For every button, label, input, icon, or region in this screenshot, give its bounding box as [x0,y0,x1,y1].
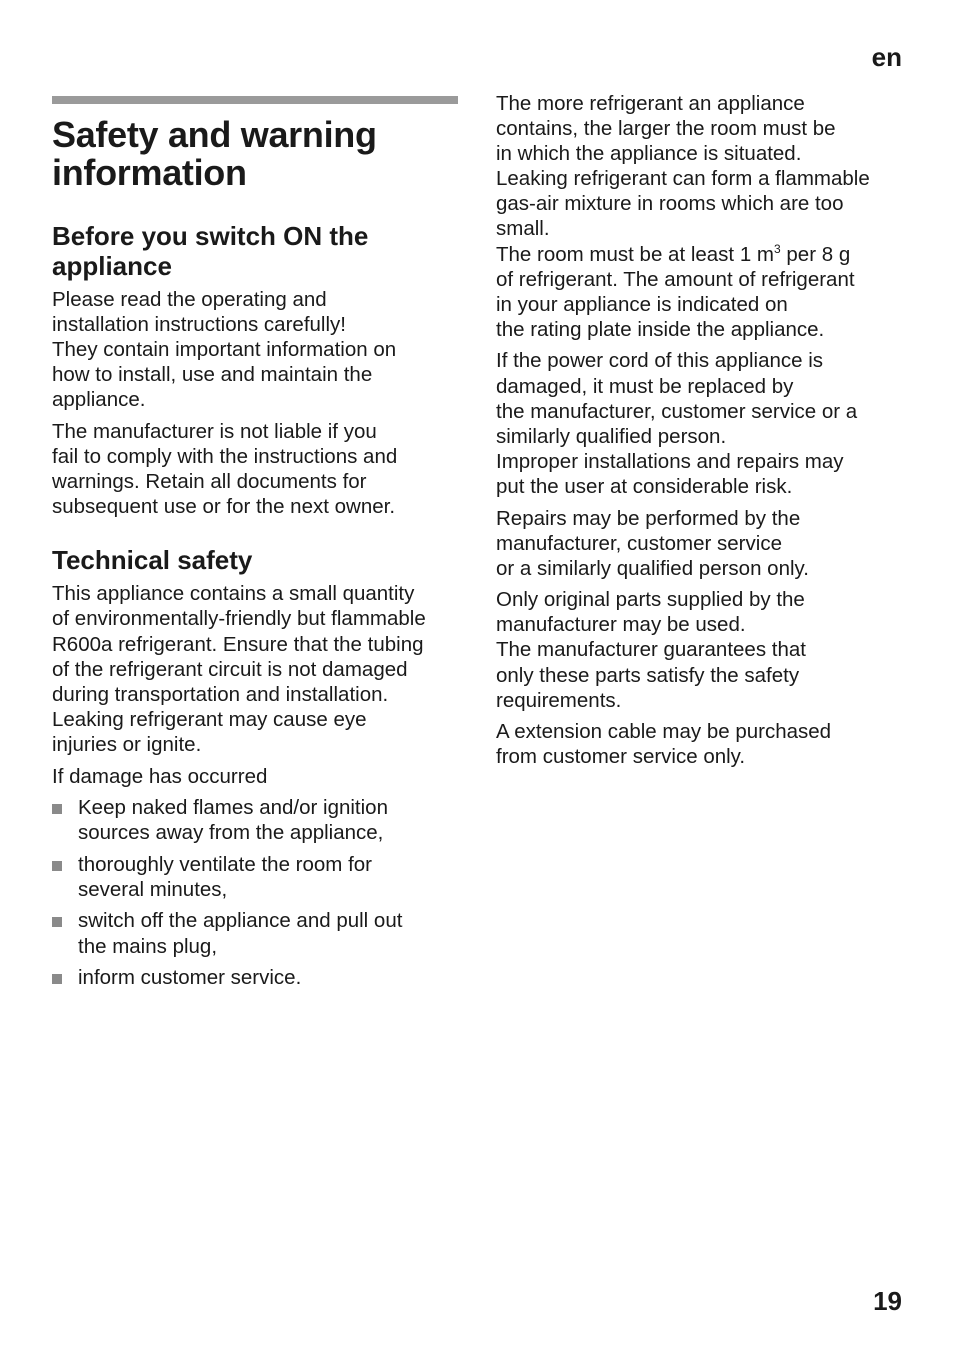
text-line: of refrigerant. The amount of refrigerant [496,267,855,291]
before-switch-on-heading [52,221,458,281]
list-item [52,965,458,990]
text-line: manufacturer may be used. [496,613,746,637]
text-line: gas-air mixture in rooms which are too [496,192,844,216]
before-paragraph-2 [52,419,458,519]
text-line: only these parts satisfy the safety [496,663,800,687]
left-column [52,96,458,997]
list-item [52,795,458,845]
text-line: damaged, it must be replaced by [496,374,794,398]
damage-steps-list [52,795,458,990]
text-line: of the refrigerant circuit is not damaged [52,657,408,681]
text-line: similarly qualified person. [496,424,727,448]
text-line: injuries or ignite. [52,732,202,756]
text-line: fail to comply with the instructions and [52,445,398,469]
text-line: manufacturer, customer service [496,531,782,555]
text-line: the rating plate inside the appliance. [496,317,825,341]
power-cord-paragraph [496,348,906,499]
page-number: 19 [873,1286,902,1316]
superscript: 3 [774,241,781,256]
text-line: Please read the operating and [52,288,327,311]
room-size-text: The room must be at least 1 m [496,242,775,266]
technical-safety-heading: Technical safety [52,545,253,576]
text-line: the mains plug, [78,934,218,958]
text-line: several minutes, [78,877,228,901]
language-code: en [871,42,902,72]
text-line: the manufacturer, customer service or a [496,399,858,423]
heading-line: appliance [52,251,172,281]
text-line: A extension cable may be purchased [496,720,832,744]
list-item [52,908,458,958]
text-line [496,242,906,267]
text-line: contains, the larger the room must be [496,117,836,141]
list-item [52,852,458,902]
text-line: small. [496,217,550,241]
square-bullet-icon [52,974,62,984]
text-line: thoroughly ventilate the room for [78,852,372,876]
text-line: put the user at considerable risk. [496,474,793,498]
text-line: from customer service only. [496,745,746,769]
text-line: The manufacturer is not liable if you [52,419,377,443]
text-line: They contain important information on [52,338,397,362]
text-line: R600a refrigerant. Ensure that the tubing [52,632,424,656]
text-line: If the power cord of this appliance is [496,349,824,373]
text-line: The manufacturer guarantees that [496,638,806,662]
page-title-line: information [52,152,247,193]
text-line: switch off the appliance and pull out [78,909,403,933]
square-bullet-icon [52,917,62,927]
square-bullet-icon [52,804,62,814]
text-line: or a similarly qualified person only. [496,556,809,580]
text-line: requirements. [496,688,622,712]
text-line: The more refrigerant an appliance [496,92,805,115]
repairs-paragraph [496,506,906,581]
heading-line: Before you switch ON the [52,221,369,251]
text-line: in which the appliance is situated. [496,142,802,166]
damage-intro: If damage has occurred [52,764,268,788]
right-column [496,91,906,769]
text-line: This appliance contains a small quantity [52,582,415,606]
section-rule [52,96,458,104]
text-line: Only original parts supplied by the [496,588,805,612]
text-line: Leaking refrigerant can form a flammable [496,167,870,191]
text-line: Leaking refrigerant may cause eye [52,707,367,731]
text-line: during transportation and installation. [52,682,389,706]
original-parts-paragraph [496,587,906,712]
room-size-text: per 8 g [780,242,851,266]
page-title [52,116,458,192]
text-line: how to install, use and maintain the [52,363,373,387]
text-line: warnings. Retain all documents for [52,470,367,494]
text-line: of environmentally-friendly but flammable [52,607,426,631]
text-line: Repairs may be performed by the [496,506,801,530]
text-line: Keep naked flames and/or ignition [78,796,388,820]
text-line: installation instructions carefully! [52,313,346,337]
square-bullet-icon [52,861,62,871]
technical-paragraph [52,581,458,757]
before-paragraph-1 [52,287,458,412]
text-line: appliance. [52,388,146,412]
text-line: Improper installations and repairs may [496,449,844,473]
text-line: subsequent use or for the next owner. [52,495,396,519]
refrigerant-room-paragraph [496,91,906,342]
text-line: sources away from the appliance, [78,821,384,845]
text-line: inform customer service. [78,966,302,990]
extension-cable-paragraph [496,719,906,769]
page-title-line: Safety and warning [52,114,377,155]
text-line: in your appliance is indicated on [496,292,788,316]
